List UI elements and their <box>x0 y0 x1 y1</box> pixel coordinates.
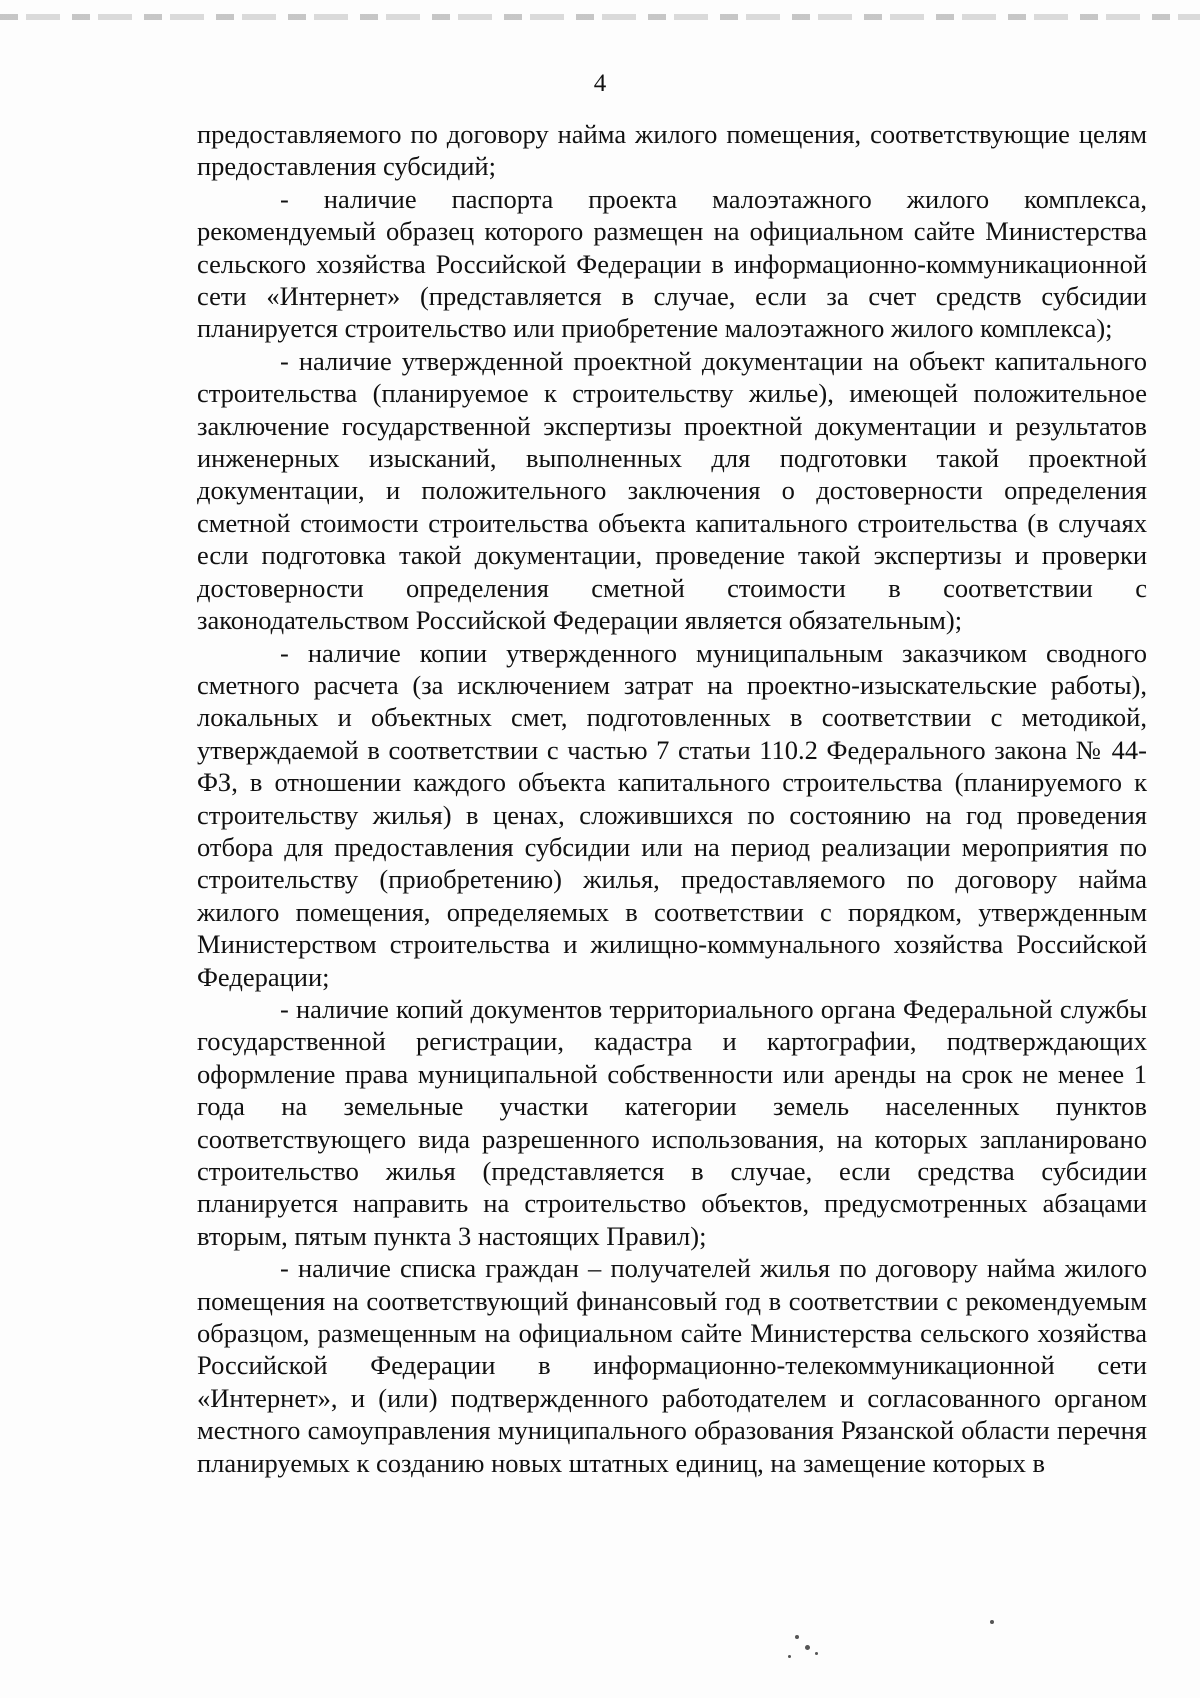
scan-speck <box>990 1620 994 1624</box>
scan-speck <box>788 1655 791 1658</box>
scan-speck <box>805 1645 810 1650</box>
scan-speck <box>795 1635 799 1639</box>
scan-edge-artifact <box>0 14 1200 20</box>
paragraph-continuation: предоставляемого по договору найма жилого помещения, соответствующие целям предоставления субсидий; <box>197 119 1147 182</box>
document-body <box>197 118 1147 1479</box>
paragraph-passport: - наличие паспорта проекта малоэтажного жилого комплекса, рекомендуемый образец которого размещен на официальном сайте Министерства сельского хозяйства Российской Федерации в информационно-коммуникационной сети «Интернет» (представляется в случае, если за счет средств субсидии планируется строительство или приобретение малоэтажного жилого комплекса); <box>197 183 1147 344</box>
page-number: 4 <box>593 70 607 97</box>
paragraph-estimate-copy: - наличие копии утвержденного муниципальным заказчиком сводного сметного расчета (за исключением затрат на проектно-изыскательские работы), локальных и объектных смет, подготовленных в соответствии с методикой, утверждаемой в соответствии с частью 7 статьи 110.2 Федерального закона № 44-ФЗ, в отношении каждого объекта капитального строительства (планируемого к строительству жилья) в ценах, сложившихся по состоянию на год проведения отбора для предоставления субсидии или на период реализации мероприятия по строительству (приобретению) жилья, предоставляемого по договору найма жилого помещения, определяемых в соответствии с порядком, утвержденным Министерством строительства и жилищно-коммунального хозяйства Российской Федерации; <box>197 637 1147 992</box>
paragraph-land-documents: - наличие копий документов территориального органа Федеральной службы государственной регистрации, кадастра и картографии, подтверждающих оформление права муниципальной собственности или аренды на срок не менее 1 года на земельные участки категории земель населенных пунктов соответствующего вида разрешенного использования, на которых запланировано строительство жилья (представляется в случае, если средства субсидии планируется направить на строительство объектов, предусмотренных абзацами вторым, пятым пункта 3 настоящих Правил); <box>197 993 1147 1251</box>
scan-speck <box>815 1652 818 1655</box>
paragraph-citizens-list: - наличие списка граждан – получателей жилья по договору найма жилого помещения на соответствующий финансовый год в соответствии с рекомендуемым образцом, размещенным на официальном сайте Министерства сельского хозяйства Российской Федерации в информационно-телекоммуникационной сети «Интернет», и (или) подтвержденного работодателем и согласованного органом местного самоуправления муниципального образования Рязанской области перечня планируемых к созданию новых штатных единиц, на замещение которых в <box>197 1253 1147 1478</box>
paragraph-project-documentation: - наличие утвержденной проектной документации на объект капитального строительства (планируемое к строительству жилье), имеющей положительное заключение государственной экспертизы проектной документации и результатов инженерных изысканий, выполненных для подготовки такой проектной документации, и положительного заключения о достоверности определения сметной стоимости строительства объекта капитального строительства (в случаях если подготовка такой документации, проведение такой экспертизы и проверки достоверности определения сметной стоимости в соответствии с законодательством Российской Федерации является обязательным); <box>197 345 1147 636</box>
